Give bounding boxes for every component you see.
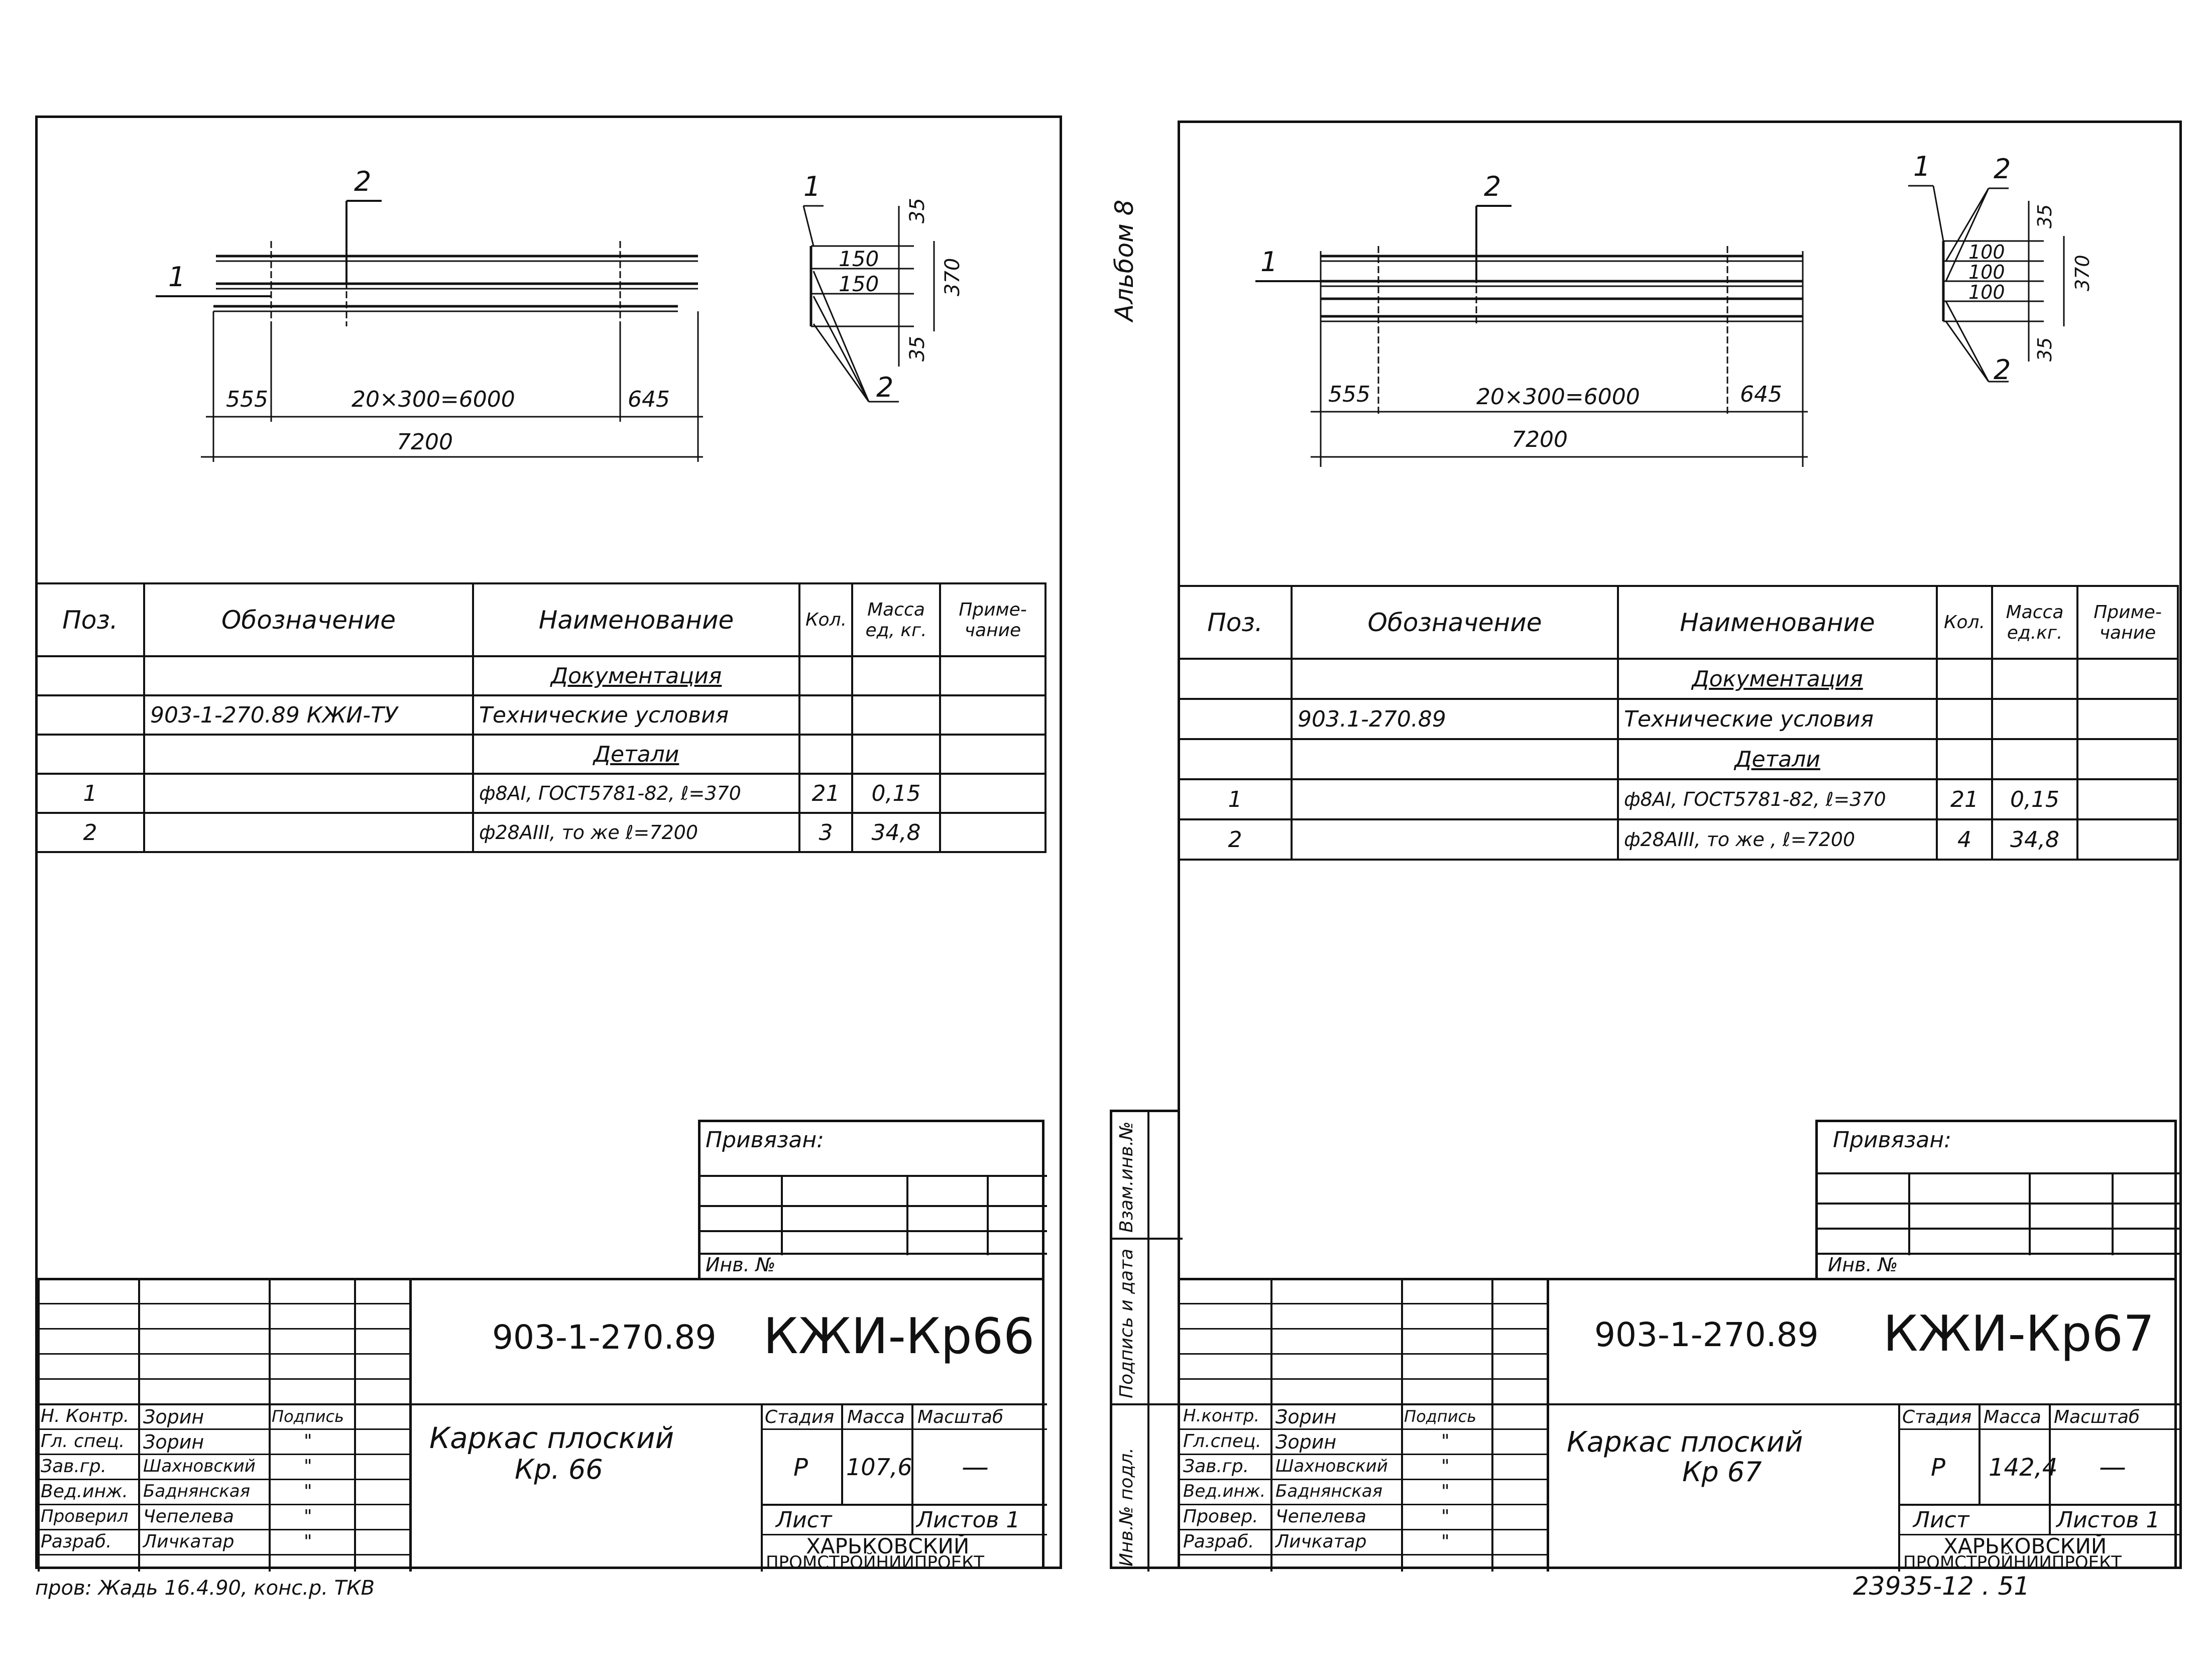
left-role-4: Вед.инж. <box>41 1481 128 1502</box>
left-hdr-note: Приме-чание <box>940 583 1045 656</box>
left-hdr-pos: Поз. <box>36 583 144 656</box>
right-section-docs: Документация <box>1692 666 1863 692</box>
right-doc-name: Технические условия <box>1618 699 1937 739</box>
left-sec-dim-b: 150 <box>839 272 879 296</box>
left-role-5: Проверил <box>41 1506 129 1526</box>
left-row2-note <box>940 813 1045 852</box>
left-hdr-qty: Кол. <box>799 583 852 656</box>
right-role-3: Зав.гр. <box>1183 1456 1249 1477</box>
right-hdr-code: Обозначение <box>1292 586 1618 659</box>
left-row1-code <box>144 774 473 813</box>
table-row <box>36 774 1045 813</box>
left-row1-name: ф8АI, ГОСТ5781-82, ℓ=370 <box>473 774 799 813</box>
left-dim-start: 555 <box>226 387 268 412</box>
left-sec-dim-a: 150 <box>839 247 879 271</box>
left-role-1: Н. Контр. <box>41 1406 130 1426</box>
left-name-3: Шахновский <box>143 1456 256 1476</box>
left-row1-qty: 21 <box>799 774 852 813</box>
right-row1-code <box>1292 779 1618 819</box>
right-sec-dim-b: 100 <box>1968 261 2005 283</box>
left-mass-label: Масса <box>847 1407 905 1427</box>
left-scale-label: Масштаб <box>917 1407 1004 1427</box>
left-section-docs: Документация <box>550 663 722 689</box>
right-row2-pos: 2 <box>1179 819 1292 860</box>
left-role-2: Гл. спец. <box>41 1431 125 1452</box>
left-rebar-drawing <box>126 161 753 482</box>
left-sec-pos-2: 2 <box>876 372 894 403</box>
right-row2-note <box>2077 819 2178 860</box>
left-section-parts: Детали <box>593 741 679 767</box>
right-scale-label: Масштаб <box>2054 1407 2140 1427</box>
right-title-line2: Кр 67 <box>1682 1456 1762 1488</box>
left-hdr-name: Наименование <box>473 583 799 656</box>
left-dim-total: 7200 <box>397 429 453 455</box>
left-spec-table <box>35 582 1047 853</box>
left-name-2: Зорин <box>143 1431 204 1453</box>
right-name-3: Шахновский <box>1275 1456 1388 1476</box>
left-name-4: Баднянская <box>143 1481 251 1501</box>
right-sheet-label: Лист <box>1913 1507 1969 1533</box>
right-mass-value: 142,4 <box>1989 1454 2058 1482</box>
right-title-block <box>1178 1278 2177 1573</box>
right-dim-middle: 20×300=6000 <box>1476 384 1640 410</box>
right-sign-5: " <box>1441 1506 1450 1527</box>
left-name-1: Зорин <box>143 1406 204 1428</box>
left-section-drawing <box>783 166 974 427</box>
left-sec-dim-bottom: 35 <box>906 336 929 362</box>
right-hdr-note: Приме-чание <box>2077 586 2178 659</box>
right-row1-note <box>2077 779 2178 819</box>
left-bound-box <box>698 1120 1044 1280</box>
right-drawing-mark: КЖИ-Кр67 <box>1883 1305 2155 1363</box>
left-sign-6: " <box>304 1531 312 1552</box>
right-pos-2-label: 2 <box>1484 171 1501 202</box>
right-row2-qty: 4 <box>1937 819 1992 860</box>
left-title-line1: Каркас плоский <box>429 1421 674 1455</box>
right-mass-label: Масса <box>1984 1407 2041 1427</box>
left-row2-mass: 34,8 <box>852 813 940 852</box>
right-section-drawing <box>1888 151 2099 412</box>
right-sheets-label: Листов 1 <box>2056 1507 2160 1533</box>
right-stage-value: Р <box>1931 1454 1945 1482</box>
right-side-label-3: Инв.№ подл. <box>1116 1448 1137 1567</box>
table-row <box>36 813 1045 852</box>
right-hdr-mass: Масса ед.кг. <box>1992 586 2077 659</box>
left-row1-pos: 1 <box>36 774 144 813</box>
right-dim-start: 555 <box>1328 382 1370 407</box>
right-role-6: Разраб. <box>1183 1531 1254 1552</box>
right-doc-number: 903-1-270.89 <box>1594 1315 1819 1354</box>
right-sec-dim-bottom: 35 <box>2034 337 2056 362</box>
table-row <box>1179 819 2178 860</box>
right-spec-table <box>1178 585 2179 861</box>
left-sec-pos-1: 1 <box>803 171 821 202</box>
right-row2-code <box>1292 819 1618 860</box>
right-pos-1-label: 1 <box>1260 246 1278 278</box>
right-side-label-2: Подпись и дата <box>1116 1248 1137 1398</box>
right-row2-name: ф28АIII, то же , ℓ=7200 <box>1618 819 1937 860</box>
right-role-4: Вед.инж. <box>1183 1481 1266 1501</box>
right-name-5: Чепелева <box>1275 1506 1366 1527</box>
right-sign-2: " <box>1441 1431 1450 1452</box>
right-org-line1: ХАРЬКОВСКИЙ <box>1943 1534 2107 1558</box>
right-scale-value: — <box>2099 1451 2126 1483</box>
left-dim-middle: 20×300=6000 <box>352 387 515 412</box>
table-row <box>1179 779 2178 819</box>
left-bound-label: Привязан: <box>706 1127 824 1153</box>
left-hdr-code: Обозначение <box>144 583 473 656</box>
right-role-5: Провер. <box>1183 1506 1258 1527</box>
left-pos-2-label: 2 <box>354 166 372 197</box>
right-sec-pos-1: 1 <box>1913 151 1931 182</box>
right-footer-code: 23935-12 . 51 <box>1853 1572 2030 1601</box>
right-org-line2: ПРОМСТРОЙНИИПРОЕКТ <box>1903 1552 2122 1573</box>
right-side-strip <box>1110 1110 1180 1569</box>
left-sign-1: Подпись <box>272 1407 344 1426</box>
left-row1-note <box>940 774 1045 813</box>
left-pos-1-label: 1 <box>168 261 186 293</box>
right-name-2: Зорин <box>1275 1431 1337 1453</box>
right-sec-pos-2b: 2 <box>1994 354 2011 386</box>
right-hdr-pos: Поз. <box>1179 586 1292 659</box>
left-bound-inv: Инв. № <box>706 1254 776 1276</box>
right-doc-code: 903.1-270.89 <box>1292 699 1618 739</box>
right-album-label: Альбом 8 <box>1110 199 1139 321</box>
left-title-block <box>35 1278 1044 1573</box>
right-row1-mass: 0,15 <box>1992 779 2077 819</box>
right-sign-6: " <box>1441 1531 1450 1552</box>
right-bound-inv: Инв. № <box>1828 1254 1898 1276</box>
right-row1-name: ф8АI, ГОСТ5781-82, ℓ=370 <box>1618 779 1937 819</box>
left-row2-pos: 2 <box>36 813 144 852</box>
left-sec-dim-total: 370 <box>941 258 964 296</box>
right-section-parts: Детали <box>1734 746 1820 772</box>
left-title-line2: Кр. 66 <box>515 1454 603 1485</box>
right-dim-end: 645 <box>1740 382 1782 407</box>
left-sheets-label: Листов 1 <box>916 1507 1020 1533</box>
right-name-1: Зорин <box>1275 1406 1337 1428</box>
left-stage-label: Стадия <box>765 1407 835 1427</box>
left-doc-code: 903-1-270.89 КЖИ-ТУ <box>144 695 473 735</box>
left-sign-3: " <box>304 1456 312 1477</box>
right-row1-pos: 1 <box>1179 779 1292 819</box>
right-hdr-qty: Кол. <box>1937 586 1992 659</box>
right-bound-label: Привязан: <box>1833 1127 1951 1153</box>
right-dim-total: 7200 <box>1512 427 1568 452</box>
right-stage-label: Стадия <box>1902 1407 1972 1427</box>
left-role-6: Разраб. <box>41 1531 112 1552</box>
left-role-3: Зав.гр. <box>41 1456 107 1477</box>
left-doc-number: 903-1-270.89 <box>492 1318 717 1357</box>
right-side-label-1: Взам.инв.№ <box>1116 1121 1137 1233</box>
left-scale-value: — <box>962 1451 989 1483</box>
right-sec-dim-total: 370 <box>2071 255 2094 291</box>
left-mass-value: 107,6 <box>846 1454 912 1481</box>
left-name-5: Чепелева <box>143 1506 234 1527</box>
left-row2-qty: 3 <box>799 813 852 852</box>
right-sec-pos-2: 2 <box>1994 153 2011 185</box>
right-sec-dim-top: 35 <box>2034 204 2056 228</box>
right-title-line1: Каркас плоский <box>1567 1426 1803 1459</box>
left-row2-code <box>144 813 473 852</box>
right-bound-box <box>1815 1120 2177 1280</box>
right-sec-dim-c: 100 <box>1968 281 2005 303</box>
left-doc-name: Технические условия <box>473 695 799 735</box>
left-name-6: Личкатар <box>143 1531 235 1552</box>
left-sign-4: " <box>304 1481 312 1502</box>
right-row1-qty: 21 <box>1937 779 1992 819</box>
left-footer-note: пров: Жадь 16.4.90, конс.р. ТКВ <box>35 1577 375 1600</box>
left-org-line1: ХАРЬКОВСКИЙ <box>806 1534 970 1558</box>
right-name-6: Личкатар <box>1275 1531 1367 1552</box>
left-drawing-mark: КЖИ-Кр66 <box>763 1308 1035 1365</box>
left-dim-end: 645 <box>628 387 670 412</box>
right-rebar-drawing <box>1245 166 1823 487</box>
left-row2-name: ф28АIII, то же ℓ=7200 <box>473 813 799 852</box>
left-hdr-mass: Масса ед, кг. <box>852 583 940 656</box>
left-sign-5: " <box>304 1506 312 1527</box>
right-role-1: Н.контр. <box>1183 1406 1260 1426</box>
left-sign-2: " <box>304 1431 312 1452</box>
right-sign-3: " <box>1441 1456 1450 1477</box>
left-stage-value: Р <box>793 1454 808 1482</box>
left-sec-dim-top: 35 <box>906 198 929 223</box>
left-row1-mass: 0,15 <box>852 774 940 813</box>
left-sheet-label: Лист <box>776 1507 832 1533</box>
right-role-2: Гл.спец. <box>1183 1431 1261 1452</box>
right-sign-1: Подпись <box>1404 1407 1476 1426</box>
right-hdr-name: Наименование <box>1618 586 1937 659</box>
left-org-line2: ПРОМСТРОЙНИИПРОЕКТ <box>766 1552 985 1573</box>
right-sec-dim-a: 100 <box>1968 241 2005 263</box>
right-name-4: Баднянская <box>1275 1481 1383 1501</box>
right-sign-4: " <box>1441 1481 1450 1502</box>
right-row2-mass: 34,8 <box>1992 819 2077 860</box>
